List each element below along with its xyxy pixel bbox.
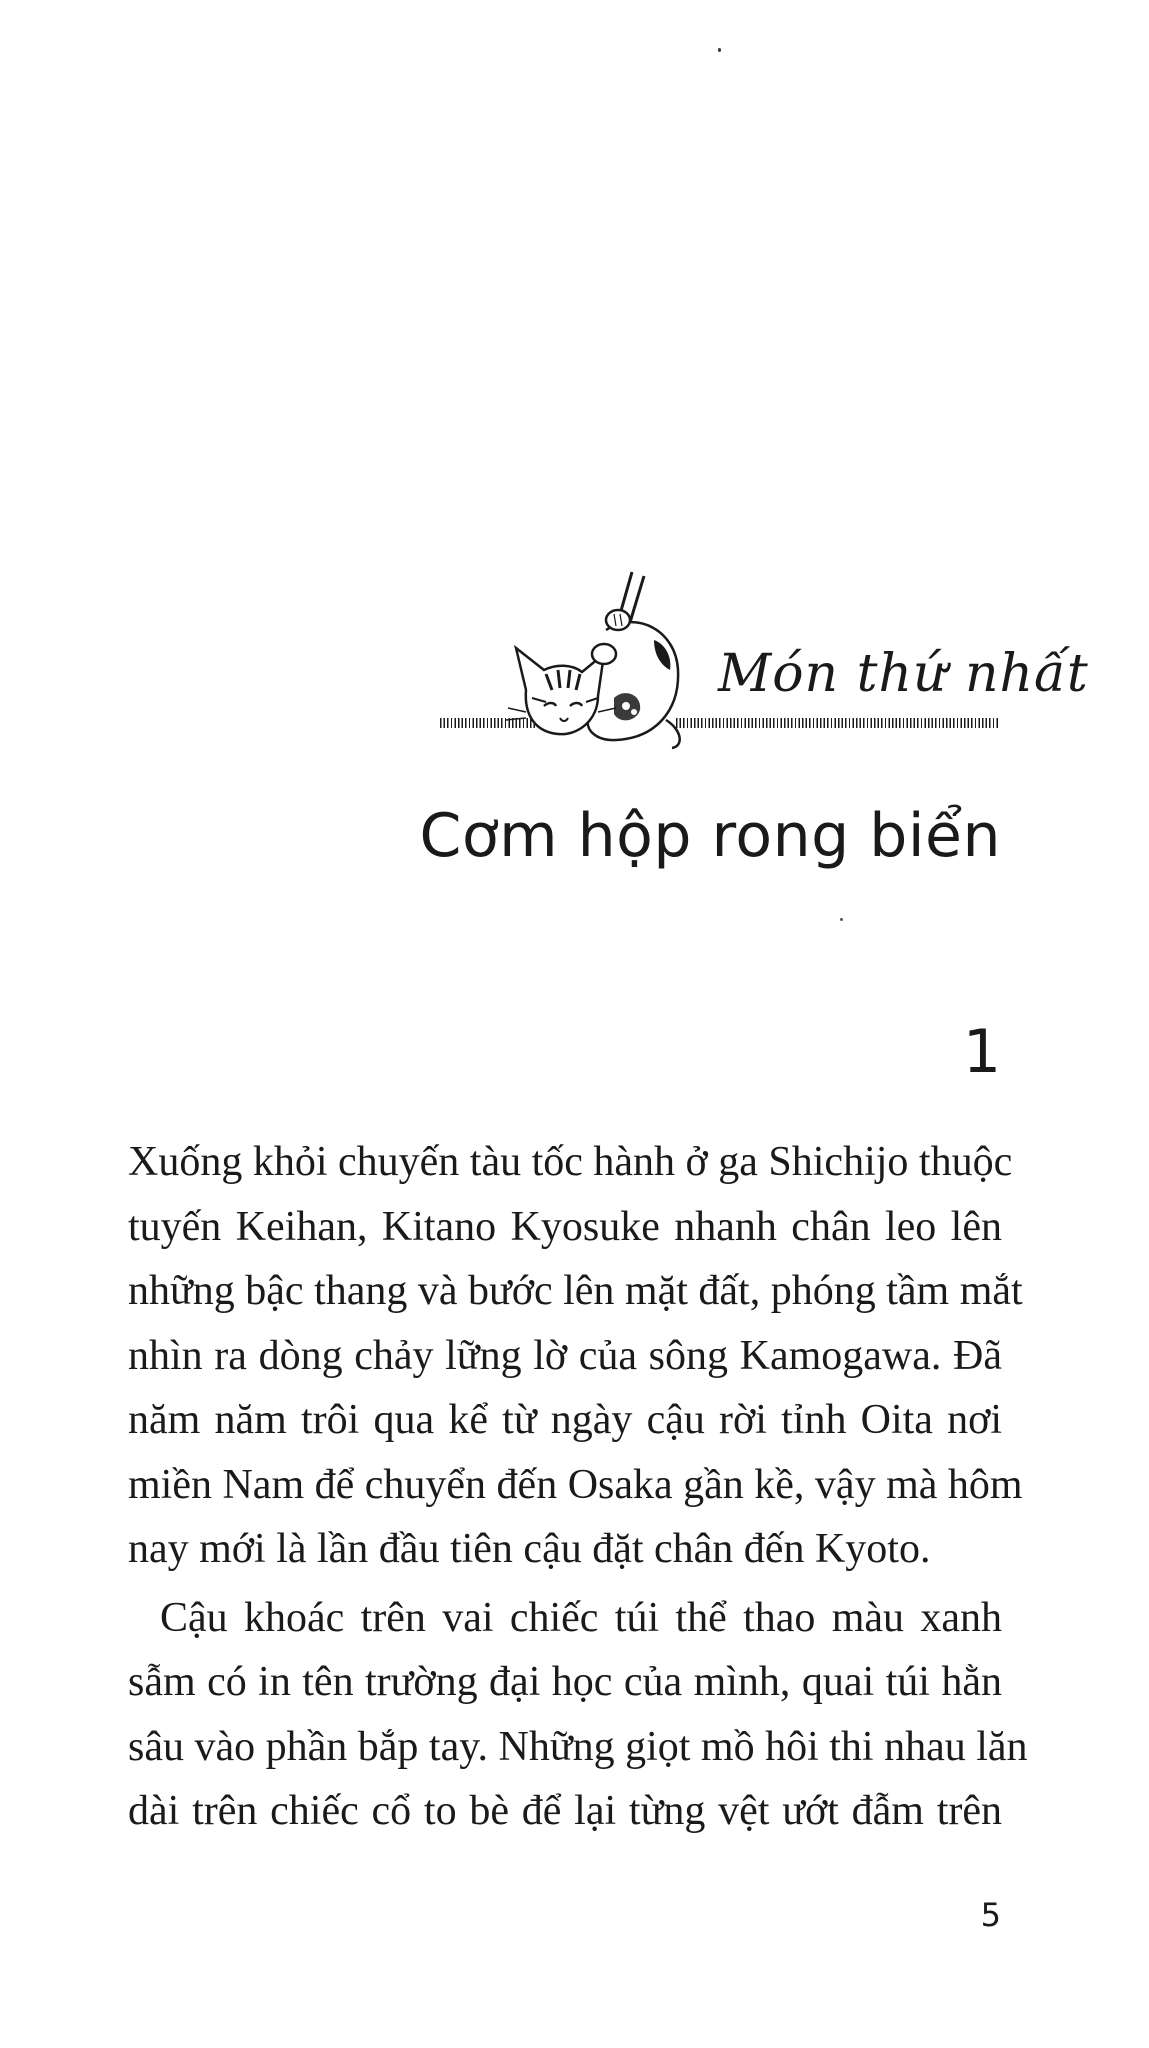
page-number: 5 — [980, 1896, 1001, 1934]
text-line: sâu vào phần bắp tay. Những giọt mồ hôi thi nhau lăn — [128, 1723, 1028, 1770]
paragraph — [128, 1586, 1028, 1844]
text-line: những bậc thang và bước lên mặt đất, phóng tầm mắt — [128, 1268, 1023, 1314]
text-line: dài trên chiếc cổ to bè để lại từng vệt ướt đẫm trên — [128, 1788, 1002, 1834]
text-line: sẫm có in tên trường đại học của mình, quai túi hằn — [128, 1659, 1002, 1705]
chapter-label: Món thứ nhất — [718, 644, 1089, 704]
section-number: 1 — [962, 1017, 1001, 1087]
text-line: nay mới là lần đầu tiên cậu đặt chân đến Kyoto. — [128, 1526, 931, 1572]
print-speck — [718, 48, 721, 52]
text-line: Cậu khoác trên vai chiếc túi thể thao màu xanh — [160, 1594, 1002, 1641]
body-text — [128, 1130, 1028, 1844]
ornament-rule-right — [676, 718, 998, 728]
print-speck — [840, 918, 843, 921]
text-line: năm năm trôi qua kể từ ngày cậu rời tỉnh Oita nơi — [128, 1397, 1002, 1443]
text-line: Xuống khỏi chuyến tàu tốc hành ở ga Shichijo thuộc — [128, 1139, 1013, 1185]
text-line: miền Nam để chuyển đến Osaka gần kề, vậy mà hôm — [128, 1461, 1023, 1508]
chapter-title: Cơm hộp rong biển — [419, 801, 1001, 871]
cat-holding-chopsticks-icon — [486, 570, 686, 750]
text-line: tuyến Keihan, Kitano Kyosuke nhanh chân leo lên — [128, 1203, 1002, 1250]
paragraph — [128, 1130, 1023, 1582]
text-line: nhìn ra dòng chảy lững lờ của sông Kamogawa. Đã — [128, 1332, 1002, 1379]
